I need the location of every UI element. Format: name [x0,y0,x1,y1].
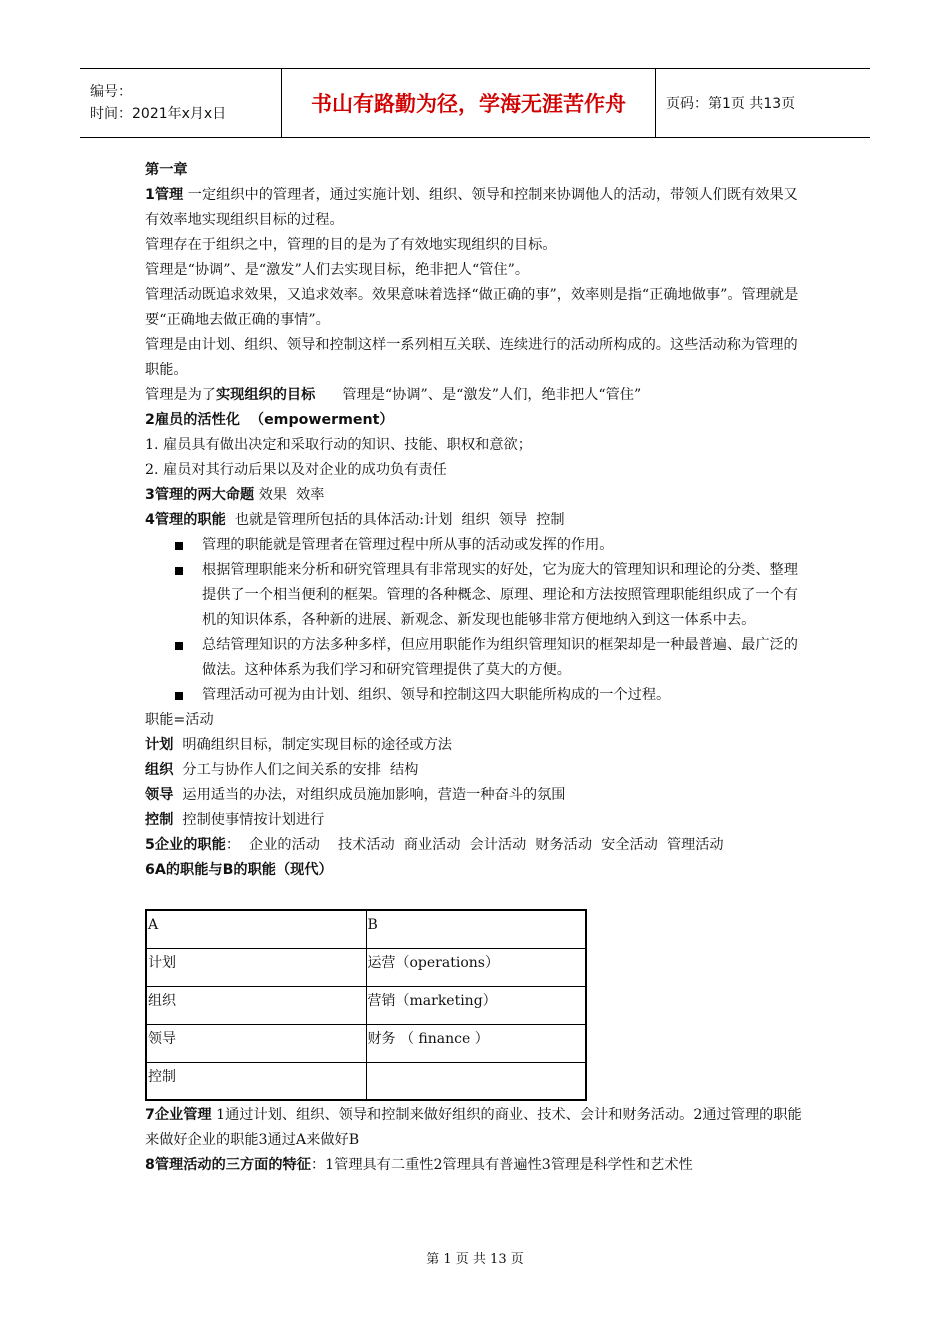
table-header-cell: B [366,910,586,948]
bullet-square-icon [175,642,183,650]
section-1-text: 一定组织中的管理者，通过实施计划、组织、领导和控制来协调他人的活动，带领人们既有效果又有效率地实现组织目标的过程。 [145,187,798,228]
function-organize-label: 组织 [145,762,174,778]
bullet-square-icon [175,542,183,550]
table-cell: 控制 [146,1062,366,1100]
table-cell: 营销（marketing） [366,986,586,1024]
bullet-square-icon [175,567,183,575]
table-cell: 领导 [146,1024,366,1062]
function-lead-label: 领导 [145,787,174,803]
function-control-label: 控制 [145,812,174,828]
header-page-cell [656,69,870,137]
functions-equals-activities: 职能=活动 [145,712,214,728]
header-page-indicator: 页码：第1页 共13页 [666,96,796,112]
paragraph-exist: 管理存在于组织之中，管理的目的是为了有效地实现组织的目标。 [145,237,557,253]
section-5-text: ： 企业的活动 技术活动 商业活动 会计活动 财务活动 安全活动 管理活动 [225,837,724,853]
function-plan [145,733,810,758]
table-row [146,986,586,1024]
table-header-cell: A [146,910,366,948]
section-6-title: 6A的职能与B的职能（现代） [145,862,333,878]
section-5 [145,833,810,858]
function-plan-label: 计划 [145,737,174,753]
table-row [146,1062,586,1100]
section-2-item-2: 2. 雇员对其行动后果以及对企业的成功负有责任 [145,462,447,478]
header-motto: 书山有路勤为径，学海无涯苦作舟 [311,92,626,116]
section-1-title: 1管理 [145,187,184,203]
section-2-item-1: 1. 雇员具有做出决定和采取行动的知识、技能、职权和意欲； [145,437,532,453]
header-date-line: 时间：2021年x月x日 [90,106,227,122]
section-8 [145,1153,810,1178]
chapter-title: 第一章 [145,162,188,178]
section-4-title: 4管理的职能 [145,512,226,528]
purpose-part-a: 管理是为了 [145,387,216,403]
table-header-row [146,910,586,948]
table-cell: 计划 [146,948,366,986]
purpose-part-b: 实现组织的目标 [215,387,316,403]
table-cell [366,1062,586,1100]
table-cell: 组织 [146,986,366,1024]
page-footer [0,1248,950,1267]
section-3-title: 3管理的两大命题 [145,487,255,503]
document-body [145,158,810,1178]
section-8-title: 8管理活动的三方面的特征 [145,1157,311,1173]
function-lead [145,783,810,808]
paragraph-purpose [145,383,810,408]
a-b-functions-table [145,909,587,1101]
function-plan-text: 明确组织目标，制定实现目标的途径或方法 [173,737,452,753]
table-row [146,1024,586,1062]
section-3-text: 效果 效率 [254,487,325,503]
function-organize [145,758,810,783]
section-7 [145,1103,810,1153]
bullet-square-icon [175,692,183,700]
function-control-text: 控制使事情按计划进行 [173,812,325,828]
functions-bullet-list [145,533,810,708]
table-cell: 财务 （ finance ） [366,1024,586,1062]
paragraph-effect: 管理活动既追求效果，又追求效率。效果意味着选择“做正确的事”，效率则是指“正确地做事”。管理就是要“正确地去做正确的事情”。 [145,287,799,328]
function-control [145,808,810,833]
list-item: 管理的职能就是管理者在管理过程中所从事的活动或发挥的作用。 [145,533,810,558]
footer-page-number: 第 1 页 共 13 页 [426,1252,524,1267]
header-meta [80,69,282,137]
section-7-text: 1通过计划、组织、领导和控制来做好组织的商业、技术、会计和财务活动。2通过管理的职能来做好企业的职能3通过A来做好B [145,1107,802,1148]
function-organize-text: 分工与协作人们之间关系的安排 结构 [173,762,419,778]
page-header [80,68,870,138]
paragraph-coordinate: 管理是“协调”、是“激发”人们去实现目标，绝非把人“管住”。 [145,262,530,278]
purpose-part-c: 管理是“协调”、是“激发”人们，绝非把人“管住” [315,387,642,403]
table-row [146,948,586,986]
section-3 [145,483,810,508]
list-item: 管理活动可视为由计划、组织、领导和控制这四大职能所构成的一个过程。 [145,683,810,708]
section-4-text: 也就是管理所包括的具体活动:计划 组织 领导 控制 [225,512,565,528]
header-number-label: 编号： [90,84,132,100]
section-4 [145,508,810,533]
function-lead-text: 运用适当的办法，对组织成员施加影响，营造一种奋斗的氛围 [173,787,566,803]
header-motto-cell [282,69,656,137]
section-7-title: 7企业管理 [145,1107,212,1123]
list-item: 总结管理知识的方法多种多样，但应用职能作为组织管理知识的框架却是一种最普遍、最广泛的做法。这种体系为我们学习和研究管理提供了莫大的方便。 [145,633,810,683]
section-5-title: 5企业的职能 [145,837,226,853]
paragraph-functions: 管理是由计划、组织、领导和控制这样一系列相互关联、连续进行的活动所构成的。这些活动称为管理的职能。 [145,337,798,378]
section-2-title: 2雇员的活性化 （empowerment） [145,412,394,428]
section-8-text: ：1管理具有二重性2管理具有普遍性3管理是科学性和艺术性 [310,1157,693,1173]
list-item: 根据管理职能来分析和研究管理具有非常现实的好处，它为庞大的管理知识和理论的分类、整理提供了一个相当便利的框架。管理的各种概念、原理、理论和方法按照管理职能组织成了一个有机的知识体系，各种新的进展、新观念、新发现也能够非常方便地纳入到这一体系中去。 [145,558,810,633]
table-cell: 运营（operations） [366,948,586,986]
section-1 [145,183,810,233]
